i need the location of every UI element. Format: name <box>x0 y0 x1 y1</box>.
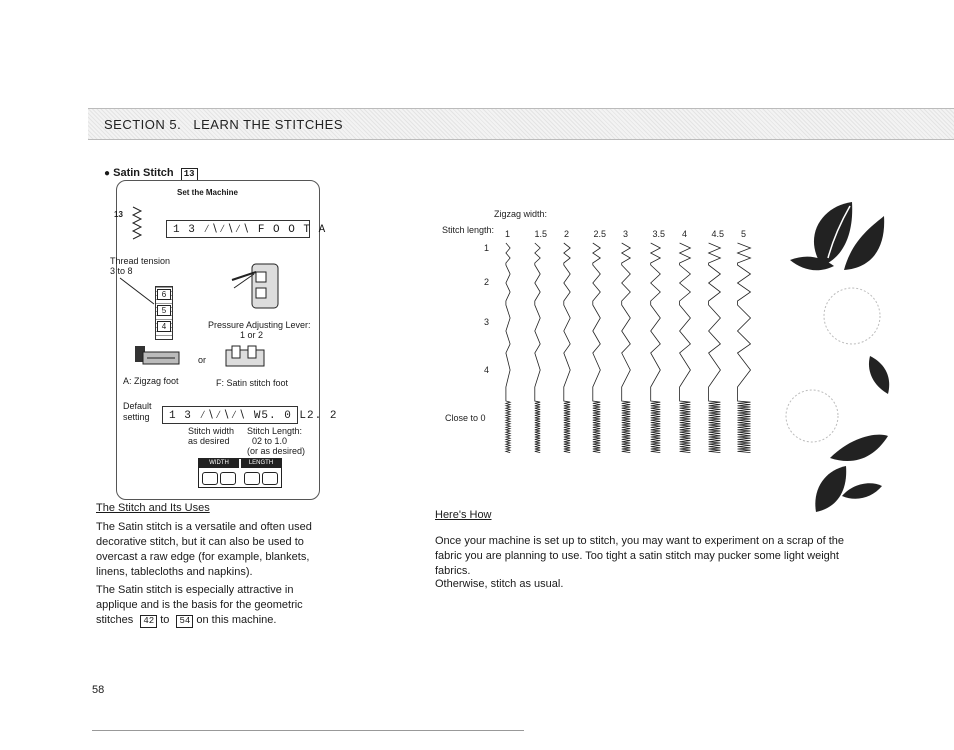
dial-number: 4 <box>157 321 171 332</box>
thread-tension-label: Thread tension <box>110 256 171 266</box>
satin-foot-icon <box>224 344 268 370</box>
section-banner <box>88 108 954 140</box>
chart-col-label: 2.5 <box>593 229 607 239</box>
lcd-display-default: 1 3 ∕∖∕∖∕∖ W5. 0 L2. 2 <box>162 406 298 424</box>
stitch-number-box: 13 <box>181 168 198 181</box>
uses-heading: The Stitch and Its Uses <box>96 502 210 514</box>
dial-number: 6 <box>157 289 171 300</box>
pointer-arrow-icon <box>118 276 158 306</box>
chart-row-label: 2 <box>484 277 490 287</box>
zigzag-stitch-sample <box>564 243 570 453</box>
default-setting-label: Default setting <box>123 401 152 422</box>
uses-paragraph-2 <box>96 583 316 628</box>
panel-title: Set the Machine <box>177 188 238 197</box>
uses-para2-start: The Satin stitch is especially attractive in applique and is the basis for the geometric stitches <box>96 584 303 626</box>
width-plus-button[interactable] <box>220 472 236 485</box>
stitch-length-value: 02 to 1.0 <box>252 436 288 446</box>
section-label: SECTION 5. <box>104 117 182 132</box>
page-number: 58 <box>92 684 105 696</box>
stitch-heading <box>104 167 198 181</box>
width-button-label: WIDTH <box>199 459 239 468</box>
stitch-number-box: 54 <box>176 615 193 628</box>
flower-icon <box>786 390 838 442</box>
uses-paragraph-1: The Satin stitch is a versatile and often used decorative stitch, but it can also be used to overcast a raw edge (for example, blankets, linens, tablecloths and napkins). <box>96 521 312 578</box>
chart-col-label: 1 <box>505 229 511 239</box>
thread-tension-value: 3 to 8 <box>110 266 133 276</box>
chart-col-label: 3.5 <box>652 229 666 239</box>
panel-stitch-number: 13 <box>114 210 123 219</box>
width-minus-button[interactable] <box>202 472 218 485</box>
satin-foot-label: F: Satin stitch foot <box>216 378 289 388</box>
zigzag-stitch-sample <box>506 243 510 453</box>
section-title: LEARN THE STITCHES <box>193 117 343 132</box>
chart-col-label: 3 <box>623 229 629 239</box>
chart-col-label: 1.5 <box>534 229 548 239</box>
lcd-display-top: 1 3 ∕∖∕∖∕∖ F O O T A <box>166 220 310 238</box>
leaf-icon <box>869 356 889 394</box>
stitch-width-note: as desired <box>188 436 230 446</box>
zigzag-stitch-sample <box>709 243 721 453</box>
length-plus-button[interactable] <box>262 472 278 485</box>
chart-row-label: 3 <box>484 317 490 327</box>
chart-col-label: 4 <box>682 229 688 239</box>
leaf-icon <box>842 483 882 499</box>
zigzag-stitch-sample <box>738 243 751 453</box>
bottom-rule <box>92 730 524 731</box>
bullet-icon: ● <box>104 168 111 179</box>
howto-heading: Here's How <box>435 509 492 521</box>
zigzag-stitch-sample <box>622 243 631 453</box>
stitch-number-box: 42 <box>140 615 157 628</box>
flower-icon <box>824 288 880 344</box>
tension-dial-icon <box>155 286 173 340</box>
length-button-label: LENGTH <box>241 459 281 468</box>
chart-axis-label: Stitch length: <box>442 225 495 235</box>
zigzag-stitch-chart <box>440 205 770 460</box>
width-length-buttons <box>198 458 282 488</box>
howto-paragraph-2: Otherwise, stitch as usual. <box>435 578 564 590</box>
uses-para2-end: on this machine. <box>196 614 277 626</box>
zigzag-stitch-sample <box>680 243 691 453</box>
zigzag-stitch-sample <box>651 243 661 453</box>
decorative-leaves-illustration <box>782 196 892 526</box>
pressure-lever-icon <box>230 258 282 314</box>
chart-title: Zigzag width: <box>494 209 548 219</box>
pressure-label: Pressure Adjusting Lever: <box>208 320 311 330</box>
to-text: to <box>160 614 170 626</box>
chart-row-label: Close to 0 <box>445 413 486 423</box>
chart-col-label: 4.5 <box>711 229 725 239</box>
zigzag-stitch-sample <box>593 243 601 453</box>
chart-col-label: 2 <box>564 229 570 239</box>
stitch-length-label: Stitch Length: <box>247 426 303 436</box>
or-text: or <box>198 355 207 365</box>
zigzag-foot-label: A: Zigzag foot <box>123 376 179 386</box>
leaf-icon <box>830 435 888 461</box>
chart-row-label: 4 <box>484 365 490 375</box>
length-minus-button[interactable] <box>244 472 260 485</box>
stitch-name: Satin Stitch <box>113 167 174 179</box>
chart-col-label: 5 <box>741 229 747 239</box>
zigzag-foot-icon <box>133 344 183 370</box>
dial-number: 5 <box>157 305 171 316</box>
satin-stitch-icon <box>130 205 144 241</box>
pressure-value: 1 or 2 <box>240 330 264 340</box>
stitch-length-note: (or as desired) <box>247 446 306 456</box>
stitch-width-label: Stitch width <box>188 426 235 436</box>
leaf-icon <box>815 466 846 512</box>
howto-paragraph-1: Once your machine is set up to stitch, you may want to experiment on a scrap of the fabric you are planning to use. Too tight a satin stitch may pucker some light weight fabrics. <box>435 535 845 577</box>
zigzag-stitch-sample <box>535 243 540 453</box>
chart-row-label: 1 <box>484 243 490 253</box>
